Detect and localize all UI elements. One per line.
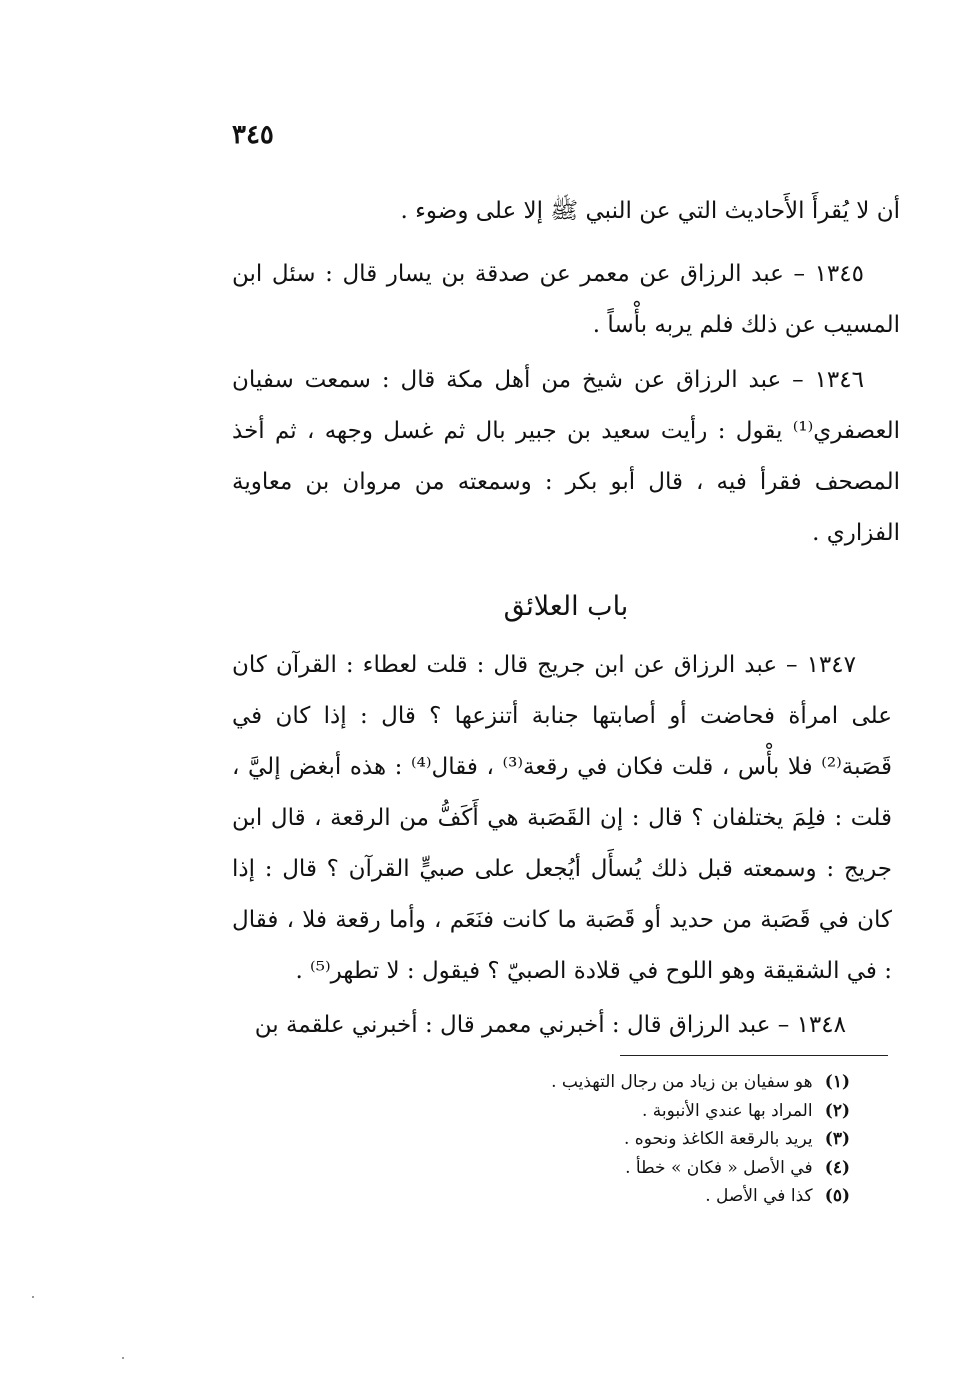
footnote-text: يريد بالرقعة الكاغذ ونحوه . [624,1129,813,1150]
scan-speck [122,1357,124,1359]
footnote-5 [450,1182,850,1211]
footnote-number: (٣) [824,1129,850,1150]
footnote-number: (٢) [824,1100,850,1121]
footnote-number: (٥) [824,1186,850,1207]
paragraph-lead-text: أن لا يُقرأَ الأَحاديث التي عن النبي ﷺ إلا على وضوء . [400,198,900,224]
paragraph-lead [360,186,900,237]
page-number: ٣٤٥ [232,120,274,150]
footnote-3 [450,1125,850,1154]
footnote-number: (١) [824,1072,850,1092]
chapter-title: باب العلائق [503,591,629,622]
hadith-1346 [232,355,900,559]
hadith-1348-text: ١٣٤٨ – عبد الرزاق قال : أخبرني معمر قال : أخبرني علقمة بن [254,1012,846,1038]
footnote-text: المراد بها عندي الأنبوبة . [642,1100,813,1121]
footnote-text: كذا في الأصل . [705,1186,813,1207]
hadith-1347 [232,640,892,997]
footnote-divider [620,1055,888,1056]
footnote-1 [450,1068,850,1097]
footnote-text: هو سفيان بن زياد من رجال التهذيب . [551,1072,813,1092]
footnote-number: (٤) [824,1157,850,1178]
scan-speck [32,1296,34,1298]
hadith-1346-text: ١٣٤٦ – عبد الرزاق عن شيخ من أهل مكة قال : سمعت سفيان العصفري⁽¹⁾ يقول : رأيت سعيد بن جبير بال ثم غسل وجهه ، ثم أخذ المصحف فقرأ فيه ، قال أبو بكر : وسمعته من مروان بن معاوية الفزاري . [232,367,900,546]
footnote-4 [450,1154,850,1183]
footnotes [450,1068,850,1211]
footnote-text: في الأصل « فكان » خطأ . [625,1157,813,1178]
hadith-1345 [232,249,900,351]
hadith-1348 [220,1000,900,1051]
hadith-1347-text: ١٣٤٧ – عبد الرزاق عن ابن جريج قال : قلت لعطاء : القرآن كان على امرأة فحاضت أو أصابتها جنابة أتنزعها ؟ قال : إذا كان في قَصَبة⁽²⁾ فلا بأْس ، قلت فكان في رقعة⁽³⁾ ، فقال⁽⁴⁾ : هذه أبغض إليَّ ، قلت : فلِمَ يختلفان ؟ قال : إن القَصَبة هي أَكَفُّ من الرقعة ، قال ابن جريج : وسمعته قبل ذلك يُسأَل أيُجعل على صبيٍّ القرآن ؟ قال : إذا كان في قَصَبة من حديد أو قَصَبة ما كانت فنَعَم ، وأما رقعة فلا ، فقال : في الشقيقة وهو اللوح في قلادة الصبيّ ؟ فيقول : لا تطهر⁽⁵⁾ . [232,652,892,984]
hadith-1345-text: ١٣٤٥ – عبد الرزاق عن معمر عن صدقة بن يسار قال : سئل ابن المسيب عن ذلك فلم يربه بأْساً . [232,261,900,338]
footnote-2 [450,1097,850,1126]
